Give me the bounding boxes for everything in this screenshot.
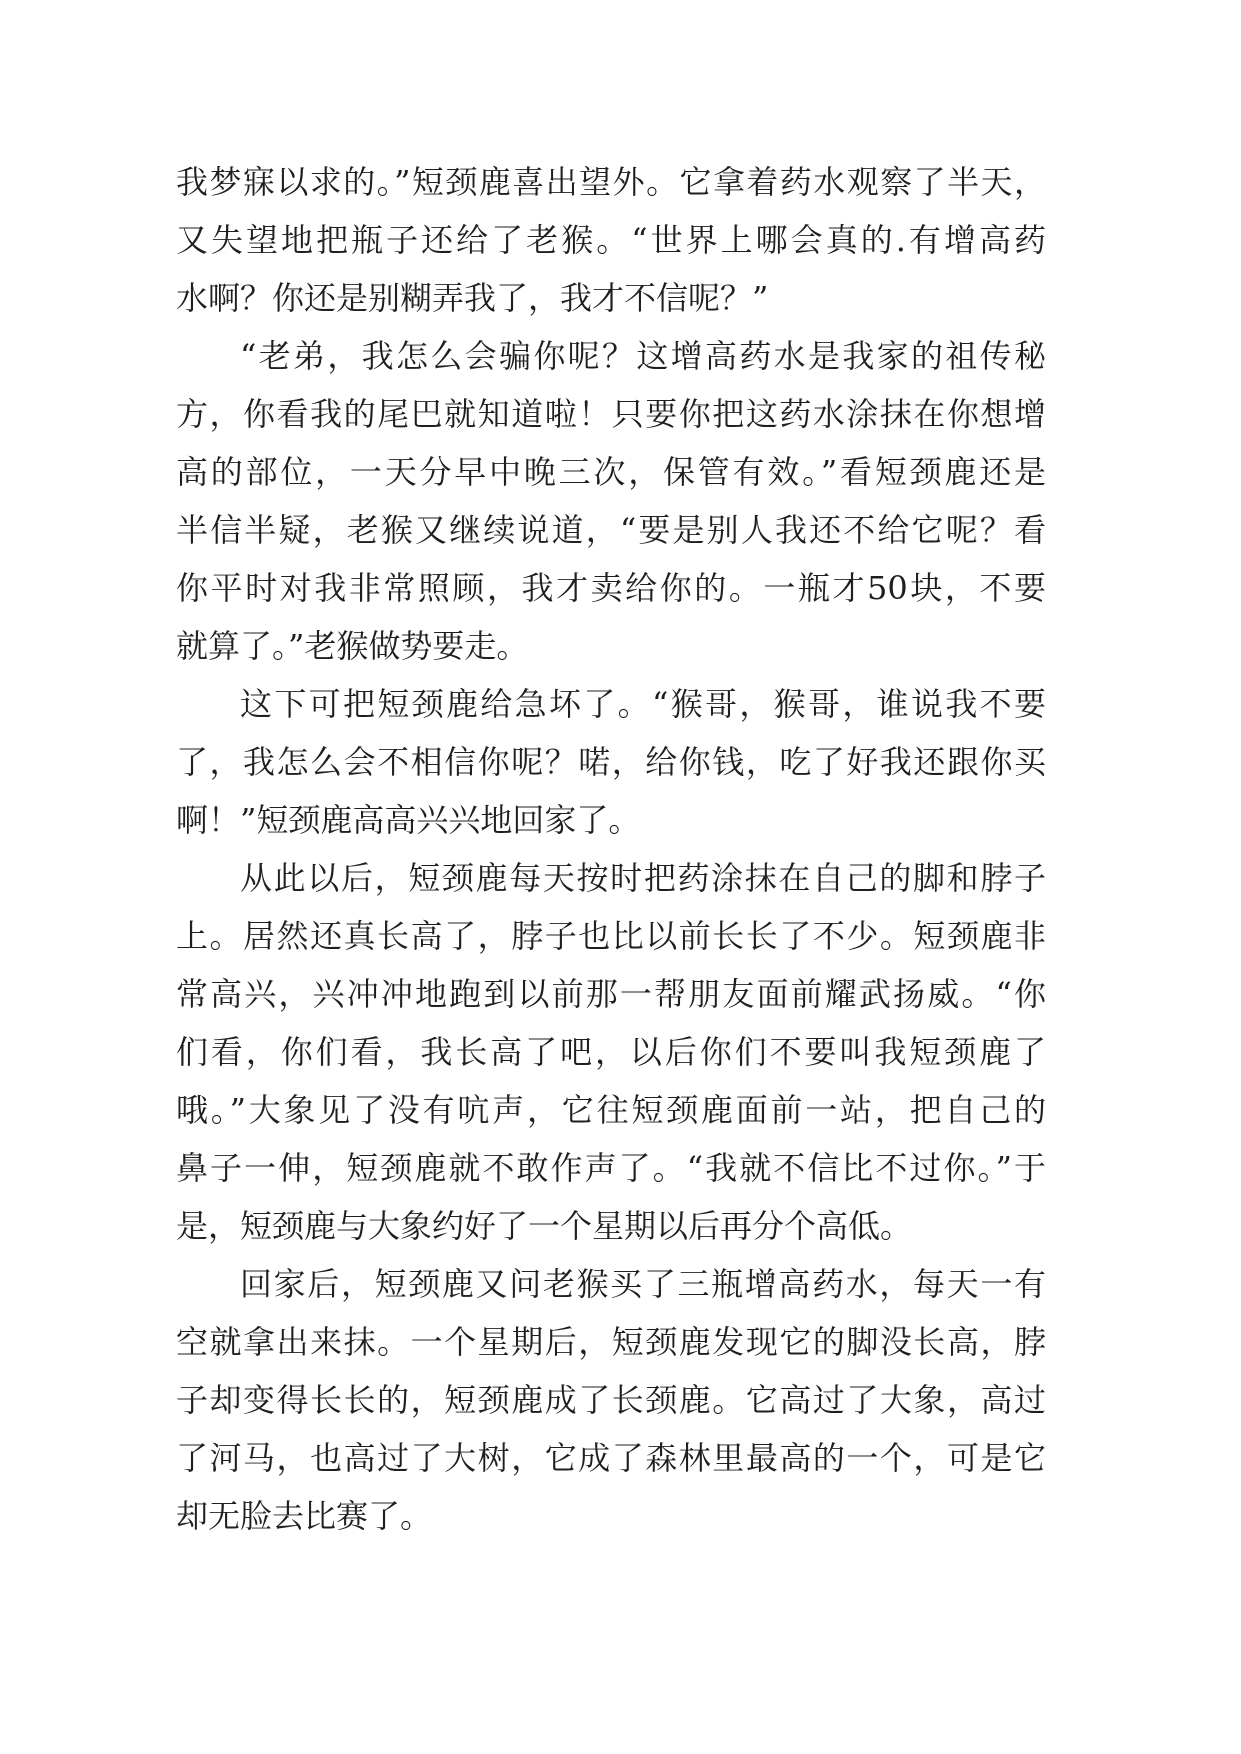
text-line: 空就拿出来抹。一个星期后，短颈鹿发现它的脚没长高，脖 <box>176 1323 1046 1361</box>
text-line: 常高兴，兴冲冲地跑到以前那一帮朋友面前耀武扬威。“你 <box>176 975 1046 1013</box>
text-line: 就算了。”老猴做势要走。 <box>176 627 529 665</box>
text-line: 子却变得长长的，短颈鹿成了长颈鹿。它高过了大象，高过 <box>176 1381 1046 1419</box>
text-line: 回家后，短颈鹿又问老猴买了三瓶增高药水，每天一有 <box>240 1265 1046 1303</box>
text-line: 半信半疑，老猴又继续说道，“要是别人我还不给它呢？看 <box>176 511 1046 549</box>
paragraph-4 <box>176 849 1046 1255</box>
text-line: 了，我怎么会不相信你呢？喏，给你钱，吃了好我还跟你买 <box>176 743 1046 781</box>
paragraph-2 <box>176 327 1046 675</box>
text-line: 上。居然还真长高了，脖子也比以前长长了不少。短颈鹿非 <box>176 917 1046 955</box>
paragraph-5 <box>176 1255 1046 1545</box>
text-line: 从此以后，短颈鹿每天按时把药涂抹在自己的脚和脖子 <box>240 859 1046 897</box>
text-line: 啊！”短颈鹿高高兴兴地回家了。 <box>176 801 641 839</box>
text-line: 水啊？你还是别糊弄我了，我才不信呢？” <box>176 279 769 317</box>
body-text <box>176 153 1046 1545</box>
text-line: 方，你看我的尾巴就知道啦！只要你把这药水涂抹在你想增 <box>176 395 1046 433</box>
paragraph-3 <box>176 675 1046 849</box>
text-line: 却无脸去比赛了。 <box>176 1497 433 1535</box>
text-line: “老弟，我怎么会骗你呢？这增高药水是我家的祖传秘 <box>240 337 1046 375</box>
text-line: 你平时对我非常照顾，我才卖给你的。一瓶才50块，不要 <box>176 569 1046 607</box>
text-line: 了河马，也高过了大树，它成了森林里最高的一个，可是它 <box>176 1439 1046 1477</box>
text-line: 高的部位，一天分早中晚三次，保管有效。”看短颈鹿还是 <box>176 453 1046 491</box>
text-line: 我梦寐以求的。”短颈鹿喜出望外。它拿着药水观察了半天， <box>176 163 1046 201</box>
text-line: 这下可把短颈鹿给急坏了。“猴哥，猴哥，谁说我不要 <box>240 685 1046 723</box>
text-line: 哦。”大象见了没有吭声，它往短颈鹿面前一站，把自己的 <box>176 1091 1046 1129</box>
text-line: 是，短颈鹿与大象约好了一个星期以后再分个高低。 <box>176 1207 913 1245</box>
text-line: 们看，你们看，我长高了吧，以后你们不要叫我短颈鹿了 <box>176 1033 1046 1071</box>
text-line: 又失望地把瓶子还给了老猴。“世界上哪会真的.有增高药 <box>176 221 1046 259</box>
paragraph-1 <box>176 153 1046 327</box>
text-line: 鼻子一伸，短颈鹿就不敢作声了。“我就不信比不过你。”于 <box>176 1149 1046 1187</box>
